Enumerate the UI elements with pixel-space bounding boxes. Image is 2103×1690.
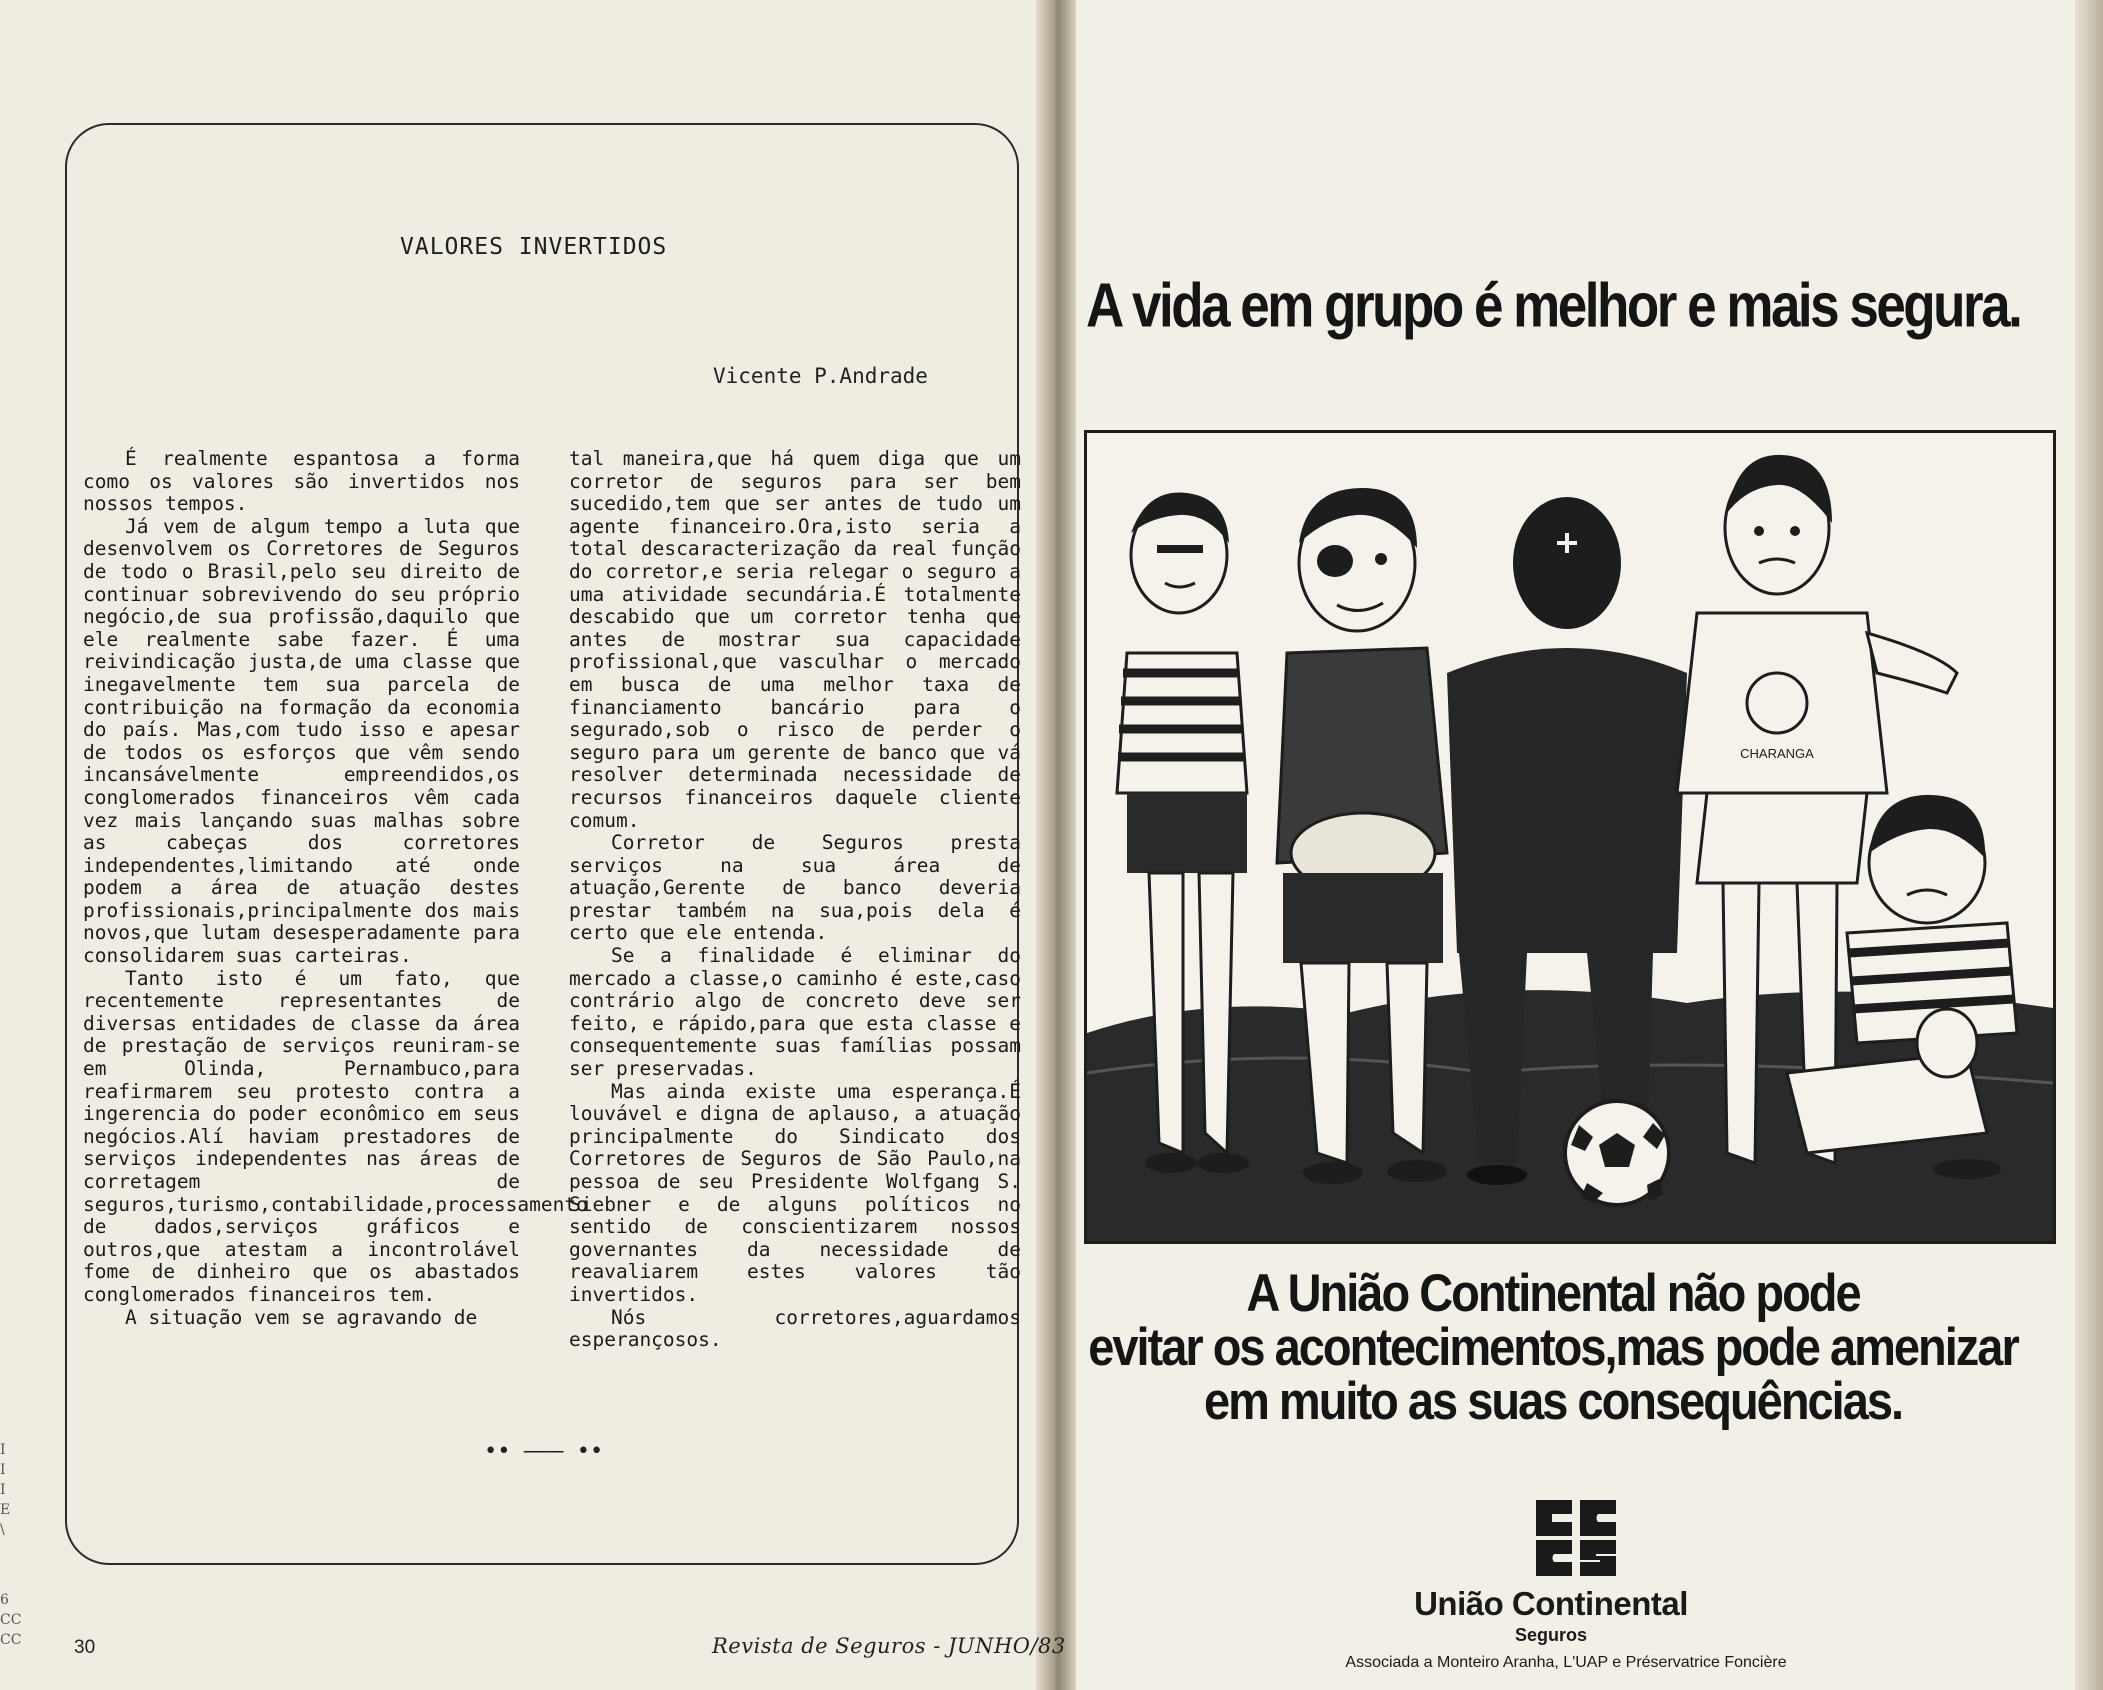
brand-association: Associada a Monteiro Aranha, L'UAP e Préservatrice Foncière: [1345, 1654, 1787, 1671]
ad-tagline: [1086, 1262, 2020, 1431]
article-paragraph: Mas ainda existe uma esperança.É louvável e digna de aplauso, a atuação principalmente do Sindicato dos Corretores de Seguros de São Paulo,na pessoa de seu Presidente Wolfgang S. Siebner e de alguns políticos no sentido de conscientizarem nossos governantes da necessidade de reavaliarem estes valores tão invertidos.: [569, 1079, 1021, 1306]
uniao-continental-logo-icon: [1532, 1496, 1620, 1580]
end-ornament: •• ——— ••: [484, 1439, 604, 1464]
article-paragraph: tal maneira,que há quem diga que um corretor de seguros para ser bem sucedido,tem que ser antes de tudo um agente financeiro.Ora,isto seria a total descaracterização da real função do corretor,e seria relegar o seguro a uma atividade secundária.É totalmente descabido que um corretor tenha que antes de mostrar sua capacidade profissional,que vasculhar o mercado em busca de uma melhor taxa de financiamento bancário para o segurado,sob o risco de perder o seguro para um gerente de banco que vá resolver determinada necessidade de recursos financeiros daquele cliente comum.: [569, 447, 1021, 832]
article-paragraph: É realmente espantosa a forma como os valores são invertidos nos nossos tempos.: [83, 447, 520, 516]
article-title: VALORES INVERTIDOS: [400, 234, 668, 260]
edge-mark: I: [0, 1442, 6, 1458]
article-paragraph: Corretor de Seguros presta serviços na sua área de atuação,Gerente de banco deveria prestar também na sua,pois dela é certo que ele entenda.: [569, 831, 1021, 945]
ad-headline: A vida em grupo é melhor e mais segura.: [1086, 271, 2021, 341]
boys-illustration-icon: [1087, 433, 2053, 1241]
article-author: Vicente P.Andrade: [713, 364, 928, 388]
edge-marks: [0, 1440, 22, 1690]
running-footer: Revista de Seguros - JUNHO/83: [712, 1634, 1066, 1658]
page-stack-edge: [2075, 0, 2103, 1690]
shirt-print: CHARANGA: [1740, 746, 1814, 761]
soccer-ball-icon: [1565, 1101, 1669, 1205]
edge-mark: I: [0, 1462, 6, 1478]
article-column-1: [83, 447, 588, 1329]
brand-subtitle: Seguros: [1514, 1625, 1588, 1645]
article-paragraph: A situação vem se agravando de: [125, 1305, 478, 1329]
edge-mark: E: [0, 1502, 11, 1518]
article-paragraph: Nós corretores,aguardamos esperançosos.: [569, 1305, 1021, 1352]
edge-mark: I: [0, 1482, 6, 1498]
article-column-2: [569, 448, 1021, 1352]
article-paragraph: Tanto isto é um fato, que recentemente representantes de diversas entidades de classe da área de prestação de serviços reuniram-se em Olinda, Pernambuco,para reafirmarem seu protesto contra a ingerencia do poder econômico em seus negócios.Alí haviam prestadores de serviços independentes nas áreas de corretagem de seguros,turismo,contabilidade,processamento de dados,serviços gráficos e outros,que atestam a incontrolável fome de dinheiro que os abastados conglomerados financeiros tem.: [83, 966, 588, 1306]
tagline-line: A União Continental não pode: [1246, 1262, 1860, 1323]
edge-mark: \: [0, 1522, 5, 1538]
brand-name: União Continental: [1414, 1585, 1688, 1622]
article-paragraph: Se a finalidade é eliminar do mercado a classe,o caminho é este,caso contrário algo de concreto deve ser feito, e rápido,para que esta classe e consequentemente suas famílias possam ser preservadas.: [569, 944, 1021, 1081]
edge-mark: CC: [0, 1612, 22, 1628]
tagline-line: evitar os acontecimentos,mas pode amenizar: [1088, 1316, 2018, 1377]
tagline-line: em muito as suas consequências.: [1203, 1370, 1903, 1431]
edge-mark: 6: [0, 1592, 9, 1608]
edge-mark: CC: [0, 1632, 22, 1648]
article-paragraph: Já vem de algum tempo a luta que desenvolvem os Corretores de Seguros de todo o Brasil,pelo seu direito de continuar sobrevivendo do seu próprio negócio,de sua profissão,daquilo que ele realmente sabe fazer. É uma reivindicação justa,de uma classe que inegavelmente tem sua parcela de contribuição na formação da economia do país. Mas,com tudo isso e apesar de todos os esforços que vêm sendo incansávelmente empreendidos,os conglomerados financeiros vêm cada vez mais lançando suas malhas sobre as cabeças dos corretores independentes,limitando até onde podem a área de atuação destes profissionais,principalmente dos mais novos,que lutam desesperadamente para consolidarem suas carteiras.: [83, 514, 520, 968]
page-number: 30: [74, 1637, 96, 1658]
book-gutter: [1036, 0, 1076, 1690]
ad-illustration: [1084, 430, 2056, 1244]
